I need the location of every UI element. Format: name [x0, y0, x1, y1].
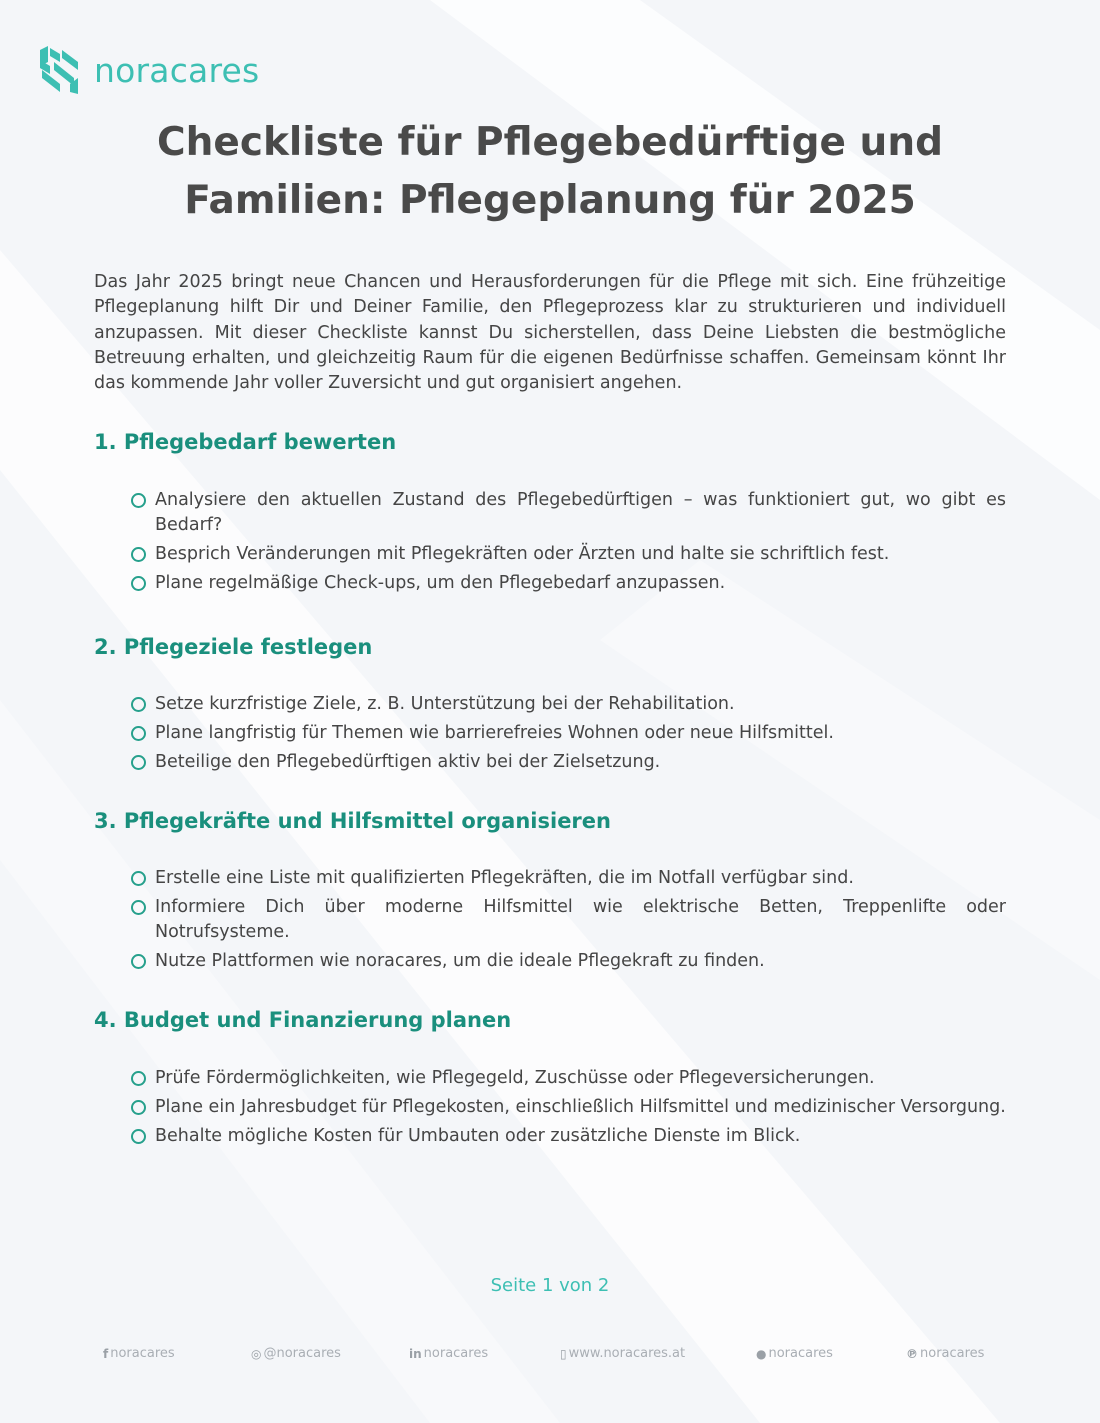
- checklist-item: [131, 488, 1006, 538]
- noracares-logo-icon: [38, 44, 82, 96]
- checklist-item: [131, 542, 1006, 567]
- section-heading-2: 2. Pflegeziele festlegen: [94, 635, 373, 659]
- section-heading-1: 1. Pflegebedarf bewerten: [94, 430, 397, 454]
- title-line-2: Familien: Pflegeplanung für 2025: [184, 178, 916, 223]
- facebook-icon: f: [103, 1346, 109, 1361]
- intro-paragraph: Das Jahr 2025 bringt neue Chancen und Herausforderungen für die Pflege mit sich. Eine frühzeitige Pflegeplanung hilft Dir und Deiner Familie, den Pflegeprozess klar zu strukturieren und individuell anzupassen. Mit dieser Checkliste kannst Du sicherstellen, dass Deine Liebsten die bestmögliche Betreuung erhalten, und gleichzeitig Raum für die eigenen Bedürfnisse schaffen. Gemeinsam könnt Ihr das kommende Jahr voller Zuversicht und gut organisiert angehen.: [94, 272, 1006, 394]
- checklist-3: [131, 866, 1006, 978]
- checklist-item-text: Plane langfristig für Themen wie barrierefreies Wohnen oder neue Hilfsmittel.: [155, 723, 834, 743]
- facebook-link[interactable]: [103, 1346, 175, 1361]
- checklist-item-text: Plane regelmäßige Check-ups, um den Pflegebedarf anzupassen.: [155, 573, 726, 593]
- page-title: [80, 114, 1020, 230]
- checkbox-circle-icon[interactable]: [131, 726, 146, 741]
- checkbox-circle-icon[interactable]: [131, 1100, 146, 1115]
- checklist-item-text: Setze kurzfristige Ziele, z. B. Unterstützung bei der Rehabilitation.: [155, 694, 735, 714]
- instagram-link[interactable]: [251, 1346, 341, 1361]
- checklist-item-text: Plane ein Jahresbudget für Pflegekosten, einschließlich Hilfsmittel und medizinischer Versorgung.: [155, 1097, 1006, 1117]
- instagram-icon: ◎: [251, 1346, 262, 1361]
- checklist-item: [131, 571, 1006, 596]
- linkedin-label: noracares: [423, 1346, 489, 1361]
- checkbox-circle-icon[interactable]: [131, 1071, 146, 1086]
- page-number: Seite 1 von 2: [490, 1275, 610, 1296]
- checklist-item: [131, 949, 1006, 974]
- checklist-item-text: Besprich Veränderungen mit Pflegekräften oder Ärzten und halte sie schriftlich fest.: [155, 544, 890, 564]
- checkbox-circle-icon[interactable]: [131, 871, 146, 886]
- checkbox-circle-icon[interactable]: [131, 900, 146, 915]
- messenger-link[interactable]: [756, 1346, 833, 1361]
- checklist-4: [131, 1066, 1006, 1153]
- instagram-label: @noracares: [263, 1346, 341, 1361]
- checklist-item: [131, 1095, 1006, 1120]
- checklist-item-text: Nutze Plattformen wie noracares, um die ideale Pflegekraft zu finden.: [155, 951, 765, 971]
- checklist-1: [131, 488, 1006, 600]
- checkbox-circle-icon[interactable]: [131, 493, 146, 508]
- checklist-item: [131, 750, 1006, 775]
- messenger-label: noracares: [768, 1346, 833, 1361]
- pinterest-link[interactable]: [906, 1346, 984, 1361]
- checklist-item-text: Behalte mögliche Kosten für Umbauten oder zusätzliche Dienste im Blick.: [155, 1126, 801, 1146]
- checklist-item: [131, 895, 1006, 945]
- brand-name: noracares: [94, 50, 260, 90]
- checklist-item-text: Analysiere den aktuellen Zustand des Pflegebedürftigen – was funktioniert gut, wo gibt es Bedarf?: [155, 490, 1006, 535]
- facebook-label: noracares: [110, 1346, 175, 1361]
- social-footer: [0, 1346, 1100, 1366]
- phone-icon: ▯: [560, 1346, 567, 1361]
- checkbox-circle-icon[interactable]: [131, 547, 146, 562]
- checkbox-circle-icon[interactable]: [131, 755, 146, 770]
- section-heading-3: 3. Pflegekräfte und Hilfsmittel organisieren: [94, 809, 611, 833]
- title-line-1: Checkliste für Pflegebedürftige und: [156, 120, 944, 165]
- pinterest-icon: ℗: [906, 1346, 918, 1361]
- brand-logo[interactable]: [38, 44, 259, 96]
- checklist-item: [131, 692, 1006, 717]
- checklist-item-text: Beteilige den Pflegebedürftigen aktiv bei der Zielsetzung.: [155, 752, 661, 772]
- chat-icon: ●: [756, 1346, 767, 1361]
- section-heading-4: 4. Budget und Finanzierung planen: [94, 1008, 512, 1032]
- checkbox-circle-icon[interactable]: [131, 954, 146, 969]
- checkbox-circle-icon[interactable]: [131, 1129, 146, 1144]
- checklist-item: [131, 721, 1006, 746]
- linkedin-icon: in: [409, 1346, 422, 1361]
- linkedin-link[interactable]: [409, 1346, 488, 1361]
- checkbox-circle-icon[interactable]: [131, 576, 146, 591]
- website-label: www.noracares.at: [568, 1346, 686, 1361]
- pinterest-label: noracares: [920, 1346, 985, 1361]
- website-link[interactable]: [560, 1346, 685, 1361]
- checklist-2: [131, 692, 1006, 779]
- checklist-item-text: Prüfe Fördermöglichkeiten, wie Pflegegeld, Zuschüsse oder Pflegeversicherungen.: [155, 1068, 875, 1088]
- checklist-item: [131, 1066, 1006, 1091]
- checklist-item: [131, 866, 1006, 891]
- checklist-item-text: Erstelle eine Liste mit qualifizierten Pflegekräften, die im Notfall verfügbar sind.: [155, 868, 854, 888]
- checklist-item-text: Informiere Dich über moderne Hilfsmittel wie elektrische Betten, Treppenlifte oder Notrufsysteme.: [155, 897, 1006, 942]
- checkbox-circle-icon[interactable]: [131, 697, 146, 712]
- checklist-item: [131, 1124, 1006, 1149]
